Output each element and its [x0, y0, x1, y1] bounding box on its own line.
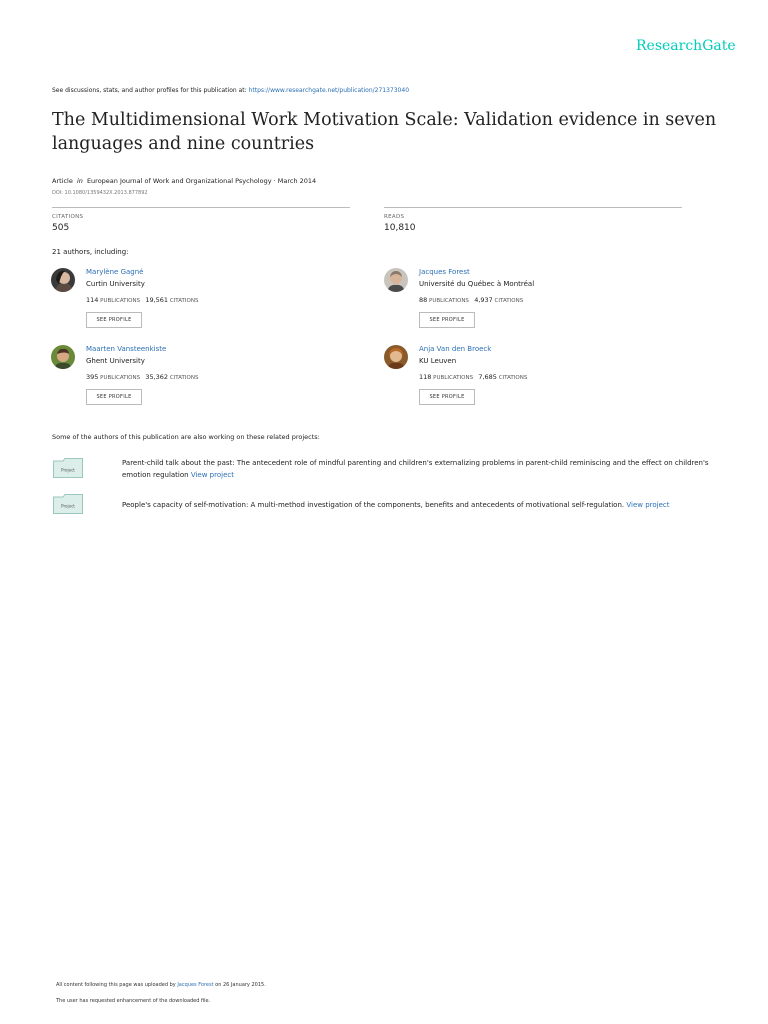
upload-prefix: All content following this page was uploaded by [56, 982, 176, 988]
author-citations-count: 7,685 [478, 373, 497, 381]
doi-text: DOI: 10.1080/1359432X.2013.877892 [52, 190, 148, 196]
author-citations-count: 19,561 [145, 296, 169, 304]
citations-rule [52, 207, 350, 208]
author-avatar[interactable] [384, 345, 408, 369]
project-text: Parent-child talk about the past: The antecedent role of mindful parenting and children's externalizing problems in parent-child reminiscing and the effect on children's emotion regulation [122, 459, 709, 479]
project-icon-label: Project [61, 503, 75, 509]
citations-label: CITATIONS [498, 375, 528, 381]
author-name-link[interactable]: Jacques Forest [419, 268, 470, 276]
uploader-link[interactable]: Jacques Forest [177, 982, 214, 988]
see-profile-button[interactable]: SEE PROFILE [419, 312, 475, 328]
author-name-link[interactable]: Anja Van den Broeck [419, 345, 492, 353]
project-description [122, 499, 722, 511]
publications-label: PUBLICATIONS [100, 375, 141, 381]
see-discussions-line [52, 87, 409, 94]
author-publications-count: 88 [419, 296, 428, 304]
project-description [122, 457, 722, 481]
upload-suffix: on 26 January 2015. [215, 982, 266, 988]
projects-heading: Some of the authors of this publication are also working on these related projects: [52, 433, 320, 441]
author-avatar[interactable] [51, 268, 75, 292]
author-citations-count: 35,362 [145, 373, 169, 381]
author-card [384, 268, 684, 338]
author-stats [86, 296, 198, 304]
reads-rule [384, 207, 682, 208]
author-stats [419, 296, 523, 304]
author-institution: Université du Québec à Montréal [419, 280, 535, 288]
citations-label: CITATIONS [52, 214, 84, 220]
author-citations-count: 4,937 [474, 296, 493, 304]
author-name-link[interactable]: Marylène Gagné [86, 268, 144, 276]
author-card [51, 268, 351, 338]
article-in: in [76, 177, 83, 185]
author-card [51, 345, 351, 415]
see-profile-button[interactable]: SEE PROFILE [86, 312, 142, 328]
researchgate-logo[interactable]: ResearchGate [636, 38, 736, 54]
citations-value: 505 [52, 223, 70, 233]
author-institution: Curtin University [86, 280, 145, 288]
author-institution: Ghent University [86, 357, 145, 365]
reads-label: READS [384, 214, 405, 220]
citations-label: CITATIONS [169, 375, 199, 381]
author-stats [86, 373, 198, 381]
view-project-link[interactable]: View project [190, 471, 234, 479]
reads-value: 10,810 [384, 223, 416, 233]
journal-date: European Journal of Work and Organizational Psychology · March 2014 [86, 177, 317, 185]
project-folder-icon[interactable] [53, 494, 83, 514]
project-folder-icon[interactable] [53, 458, 83, 478]
see-profile-button[interactable]: SEE PROFILE [419, 389, 475, 405]
see-profile-button[interactable]: SEE PROFILE [86, 389, 142, 405]
view-project-link[interactable]: View project [626, 501, 670, 509]
article-info-line [52, 177, 316, 185]
author-avatar[interactable] [384, 268, 408, 292]
author-publications-count: 118 [419, 373, 432, 381]
citations-label: CITATIONS [169, 298, 199, 304]
author-card [384, 345, 684, 415]
article-type: Article [52, 177, 73, 185]
authors-heading: 21 authors, including: [52, 248, 129, 256]
project-icon-label: Project [61, 467, 75, 473]
publications-label: PUBLICATIONS [433, 375, 474, 381]
project-text: People's capacity of self-motivation: A multi-method investigation of the components, benefits and antecedents of motivational self-regulation. [122, 501, 625, 509]
author-publications-count: 114 [86, 296, 99, 304]
enhancement-note: The user has requested enhancement of the downloaded file. [56, 998, 211, 1004]
paper-title: The Multidimensional Work Motivation Scale: Validation evidence in seven languages and nine countries [52, 110, 717, 154]
author-name-link[interactable]: Maarten Vansteenkiste [86, 345, 167, 353]
publications-label: PUBLICATIONS [100, 298, 141, 304]
publications-label: PUBLICATIONS [429, 298, 469, 304]
publication-url-link[interactable]: https://www.researchgate.net/publication/271373040 [248, 87, 410, 94]
citations-label: CITATIONS [494, 298, 524, 304]
author-stats [419, 373, 527, 381]
author-avatar[interactable] [51, 345, 75, 369]
upload-note [56, 982, 266, 988]
author-institution: KU Leuven [419, 357, 457, 365]
see-discussions-text: See discussions, stats, and author profiles for this publication at: [52, 87, 247, 94]
author-publications-count: 395 [86, 373, 99, 381]
